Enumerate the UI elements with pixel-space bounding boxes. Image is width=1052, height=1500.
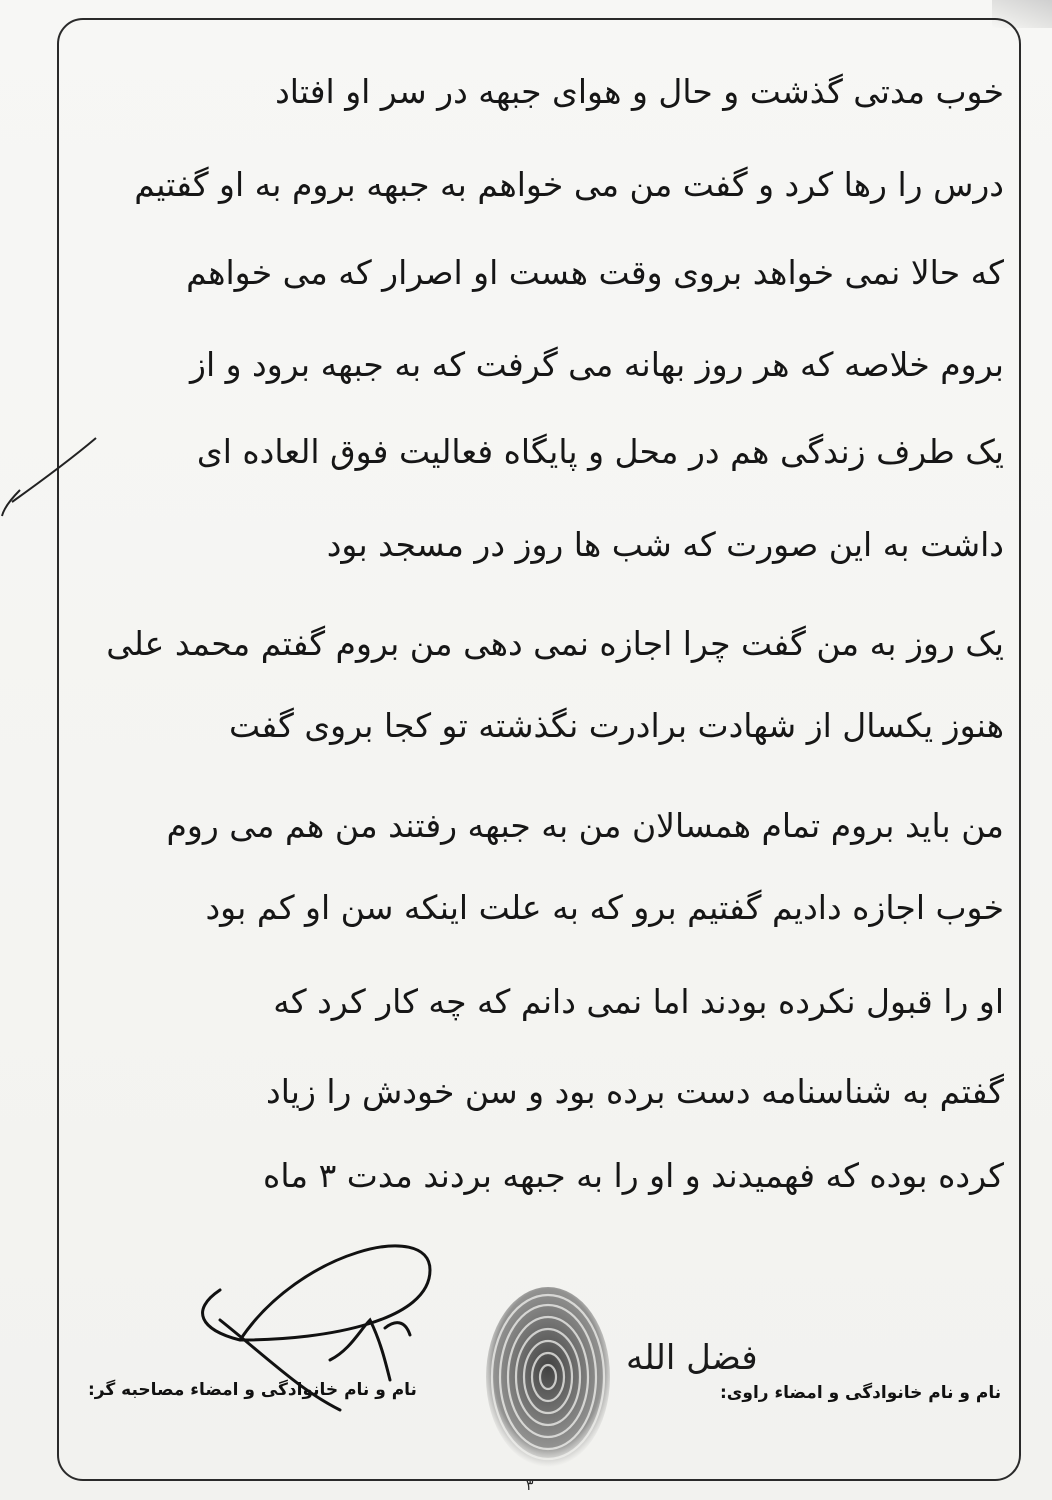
- text-line: من باید بروم تمام همسالان من به جبهه رفتند من هم می روم: [166, 806, 1004, 845]
- page-number: ۳: [526, 1478, 534, 1494]
- margin-pen-stroke: [0, 430, 110, 520]
- text-line: داشت به این صورت که شب ها روز در مسجد بود: [326, 525, 1004, 564]
- narrator-name-handwritten: فضل الله: [626, 1338, 758, 1378]
- narrator-signature-label: نام و نام خانوادگی و امضاء راوی:: [720, 1383, 1002, 1403]
- text-line: درس را رها کرد و گفت من می خواهم به جبهه بروم به او گفتیم: [134, 165, 1004, 204]
- text-line: بروم خلاصه که هر روز بهانه می گرفت که به جبهه برود و از: [190, 345, 1004, 384]
- text-line: او را قبول نکرده بودند اما نمی دانم که چه کار کرد که: [273, 982, 1004, 1021]
- text-line: کرده بوده که فهمیدند و او را به جبهه بردند مدت ۳ ماه: [263, 1156, 1004, 1195]
- text-line: خوب مدتی گذشت و حال و هوای جبهه در سر او افتاد: [275, 72, 1004, 111]
- fingerprint-stamp: [478, 1282, 618, 1482]
- text-line: یک روز به من گفت چرا اجازه نمی دهی من بروم گفتم محمد علی: [106, 624, 1004, 663]
- text-line: یک طرف زندگی هم در محل و پایگاه فعالیت فوق العاده ای: [196, 432, 1004, 471]
- text-line: گفتم به شناسنامه دست برده بود و سن خودش را زیاد: [266, 1072, 1004, 1111]
- text-line: هنوز یکسال از شهادت برادرت نگذشته تو کجا بروی گفت: [229, 706, 1004, 745]
- text-line: که حالا نمی خواهد بروی وقت هست او اصرار که می خواهم: [186, 253, 1004, 292]
- text-line: خوب اجازه دادیم گفتیم برو که به علت اینکه سن او کم بود: [205, 888, 1004, 927]
- interviewer-signature-label: نام و نام خانوادگی و امضاء مصاحبه گر:: [88, 1380, 417, 1400]
